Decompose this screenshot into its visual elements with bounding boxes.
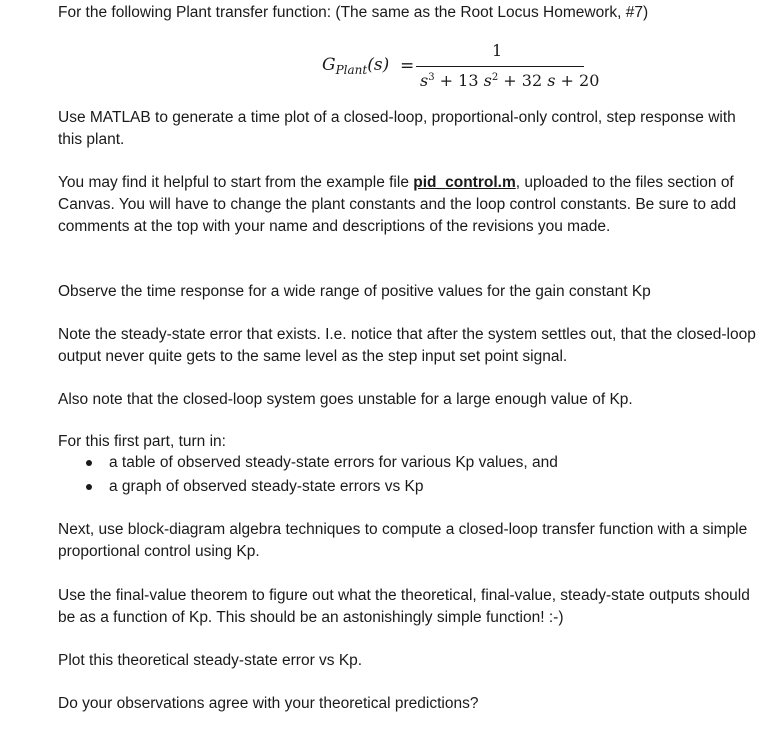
equation-numerator: 1 <box>492 41 503 60</box>
intro-text: For the following Plant transfer function: (The same as the Root Locus Homework, #7) <box>58 4 649 21</box>
file-name-link: pid_control.m <box>413 174 516 191</box>
paragraph-plot: Plot this theoretical steady-state error vs Kp. <box>58 652 363 669</box>
turn-in-list <box>86 452 558 500</box>
paragraph-example-file: You may find it helpful to start from the example file pid_control.m, uploaded to the files section of Canvas. You will have to change the plant constants and the loop control constants. Be sure to add comments at the top with your name and descriptions of the revisions you made. <box>58 174 737 235</box>
bullet-icon <box>86 460 92 466</box>
paragraph-turn-in: For this first part, turn in: <box>58 433 226 450</box>
paragraph-unstable: Also note that the closed-loop system goes unstable for a large enough value of Kp. <box>58 391 633 408</box>
paragraph-observe: Observe the time response for a wide range of positive values for the gain constant Kp <box>58 283 651 300</box>
equation-denominator: $s^3 + 13$ $s^2 + 32$ s + 20 <box>420 71 600 90</box>
paragraph-block-diagram: Next, use block-diagram algebra techniques to compute a closed-loop transfer function with a simple proportional control using Kp. <box>58 521 748 560</box>
paragraph-final-value: Use the final-value theorem to figure out what the theoretical, final-value, steady-state outputs should be as a function of Kp. This should be an astonishingly simple function! :-) <box>58 587 750 626</box>
paragraph-steady-state: Note the steady-state error that exists. I.e. notice that after the system settles out, that the closed-loop output never quite gets to the same level as the step input set point signal. <box>58 326 756 365</box>
list-item: a graph of observed steady-state errors vs Kp <box>86 476 558 500</box>
equation-lhs: $G_{Plant}(s)$ <box>322 55 390 77</box>
equals-sign: = <box>400 56 415 76</box>
bullet-icon <box>86 484 92 490</box>
list-item: a table of observed steady-state errors for various Kp values, and <box>86 452 558 476</box>
paragraph-matlab: Use MATLAB to generate a time plot of a closed-loop, proportional-only control, step response with this plant. <box>58 109 736 148</box>
paragraph-question: Do your observations agree with your theoretical predictions? <box>58 695 479 712</box>
